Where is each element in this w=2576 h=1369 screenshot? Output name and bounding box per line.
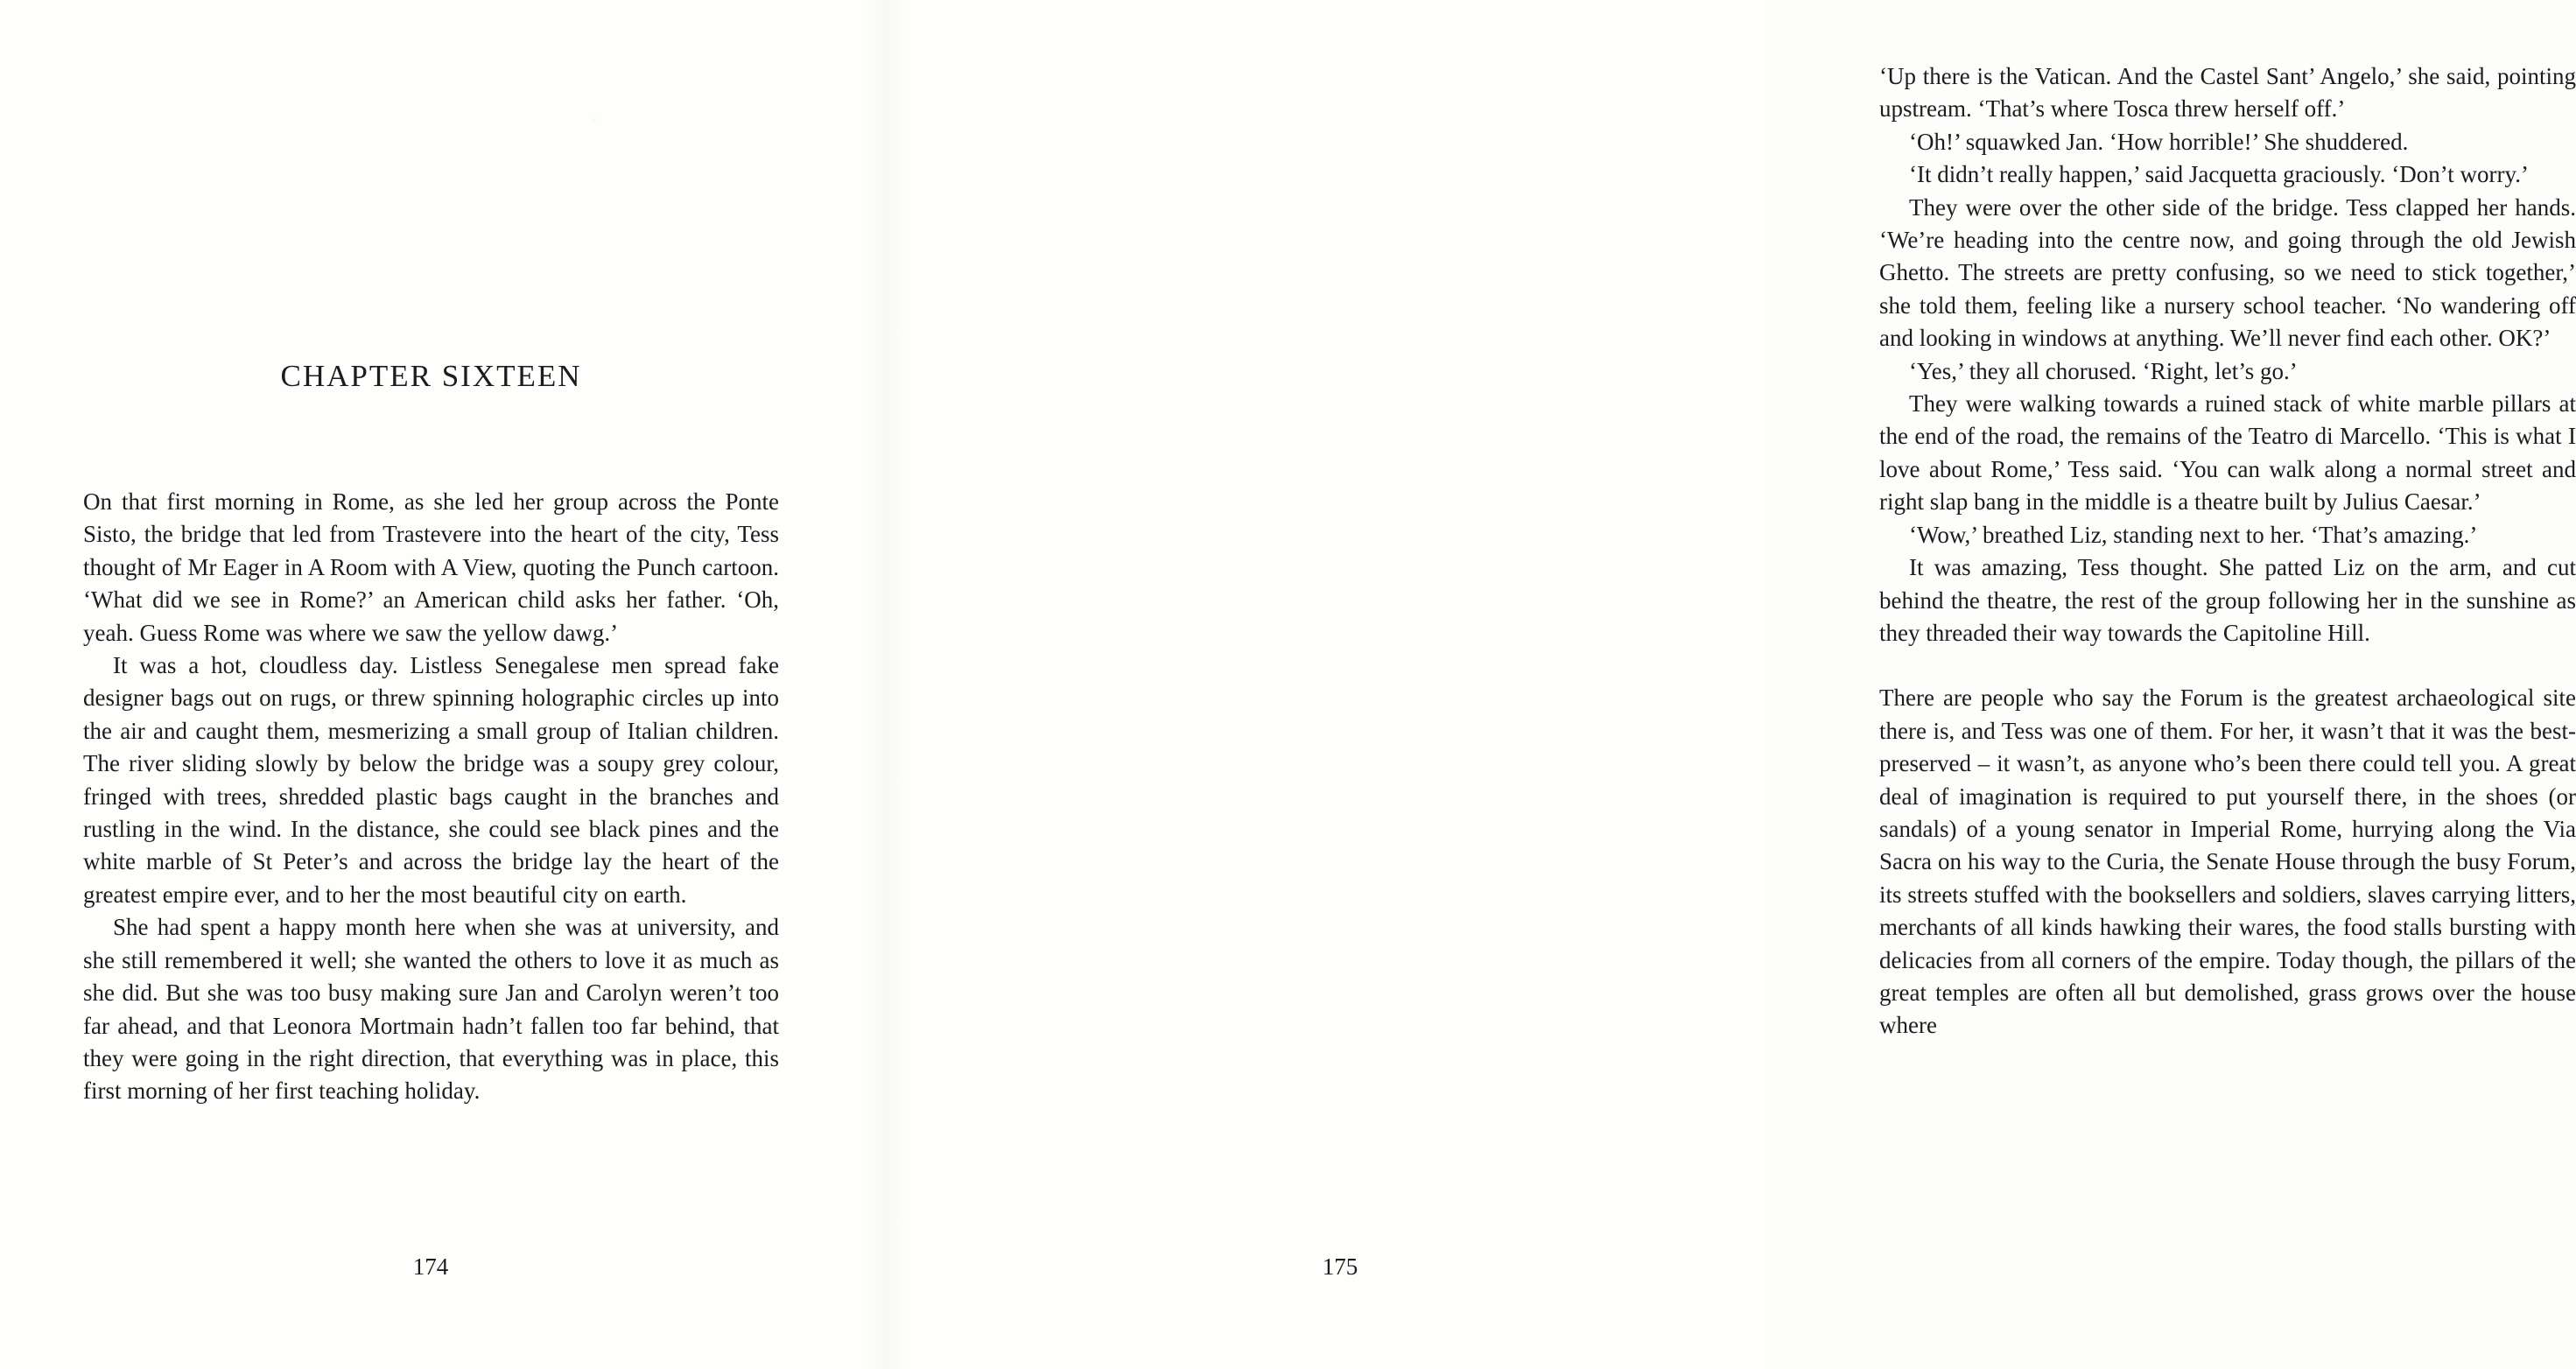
paragraph: On that first morning in Rome, as she led her group across the Ponte Sisto, the bridge that led from Trastevere into the heart of the city, Tess thought of Mr Eager in A Room with A View, quoting the Punch cartoon. ‘What did we see in Rome?’ an American child asks her father. ‘Oh, yeah. Guess Rome was where we saw the yellow dawg.’	[83, 488, 779, 646]
show-through-decoration: ,	[592, 103, 597, 125]
paragraph: It was a hot, cloudless day. Listless Senegalese men spread fake designer bags out on rugs, or threw spinning holographic circles up into the air and caught them, mesmerizing a small group of Italian children. The river sliding slowly by below the bridge was a soupy grey colour, fringed with trees, shredded plastic bags caught in the branches and rustling in the wind. In the distance, she could see black pines and the white marble of St Peter’s and across the bridge lay the heart of the greatest empire ever, and to her the most beautiful city on earth.	[83, 652, 779, 908]
left-page	[0, 0, 885, 1369]
paragraph: There are people who say the Forum is the greatest archaeological site there is, and Tess was one of them. For her, it wasn’t that it was the best-preserved – it wasn’t, as anyone who’s been there could tell you. A great deal of imagination is required to put yourself there, in the shoes (or sandals) of a young senator in Imperial Rome, hurrying along the Via Sacra on his way to the Curia, the Senate House through the busy Forum, its streets stuffed with the booksellers and soldiers, slaves carrying litters, merchants of all kinds hawking their wares, the food stalls bursting with delicacies from all corners of the empire. Today though, the pillars of the great temples are often all but demolished, grass grows over the house where	[1879, 684, 2576, 1039]
paragraph: ‘Yes,’ they all chorused. ‘Right, let’s go.’	[1909, 357, 2298, 384]
paragraph: They were walking towards a ruined stack of white marble pillars at the end of the road, the remains of the Teatro di Marcello. ‘This is what I love about Rome,’ Tess said. ‘You can walk along a normal street and right slap bang in the middle is a theatre built by Julius Caesar.’	[1879, 390, 2576, 516]
book-gutter	[862, 0, 908, 1369]
page-number: 174	[412, 1253, 449, 1280]
paragraph: ‘Up there is the Vatican. And the Castel Sant’ Angelo,’ she said, pointing upstream. ‘That’s where Tosca threw herself off.’	[1879, 63, 2576, 123]
chapter-title: CHAPTER SIXTEEN	[280, 359, 582, 393]
paragraph: She had spent a happy month here when she was at university, and she still remembered it well; she wanted the others to love it as much as she did. But she was too busy making sure Jan and Carolyn weren’t too far ahead, and that Leonora Mortmain hadn’t fallen too far behind, that they were going in the right direction, that everything was in place, this first morning of her first teaching holiday.	[83, 914, 779, 1105]
paragraph: ‘Wow,’ breathed Liz, standing next to her. ‘That’s amazing.’	[1909, 521, 2478, 548]
right-page	[885, 0, 2576, 1369]
page-number: 175	[1322, 1253, 1358, 1280]
paragraph: ‘Oh!’ squawked Jan. ‘How horrible!’ She shuddered.	[1909, 128, 2409, 155]
paragraph: ‘It didn’t really happen,’ said Jacquetta graciously. ‘Don’t worry.’	[1909, 161, 2530, 188]
left-page-body	[83, 486, 779, 1108]
paragraph: It was amazing, Tess thought. She patted Liz on the arm, and cut behind the theatre, the rest of the group following her in the sunshine as they threaded their way towards the Capitoline Hill.	[1879, 554, 2576, 646]
paragraph: They were over the other side of the bridge. Tess clapped her hands. ‘We’re heading into the centre now, and going through the old Jewish Ghetto. The streets are pretty confusing, so we need to stick together,’ she told them, feeling like a nursery school teacher. ‘No wandering off and looking in windows at anything. We’ll never find each other. OK?’	[1879, 193, 2576, 352]
right-page-body	[1879, 60, 2576, 1043]
